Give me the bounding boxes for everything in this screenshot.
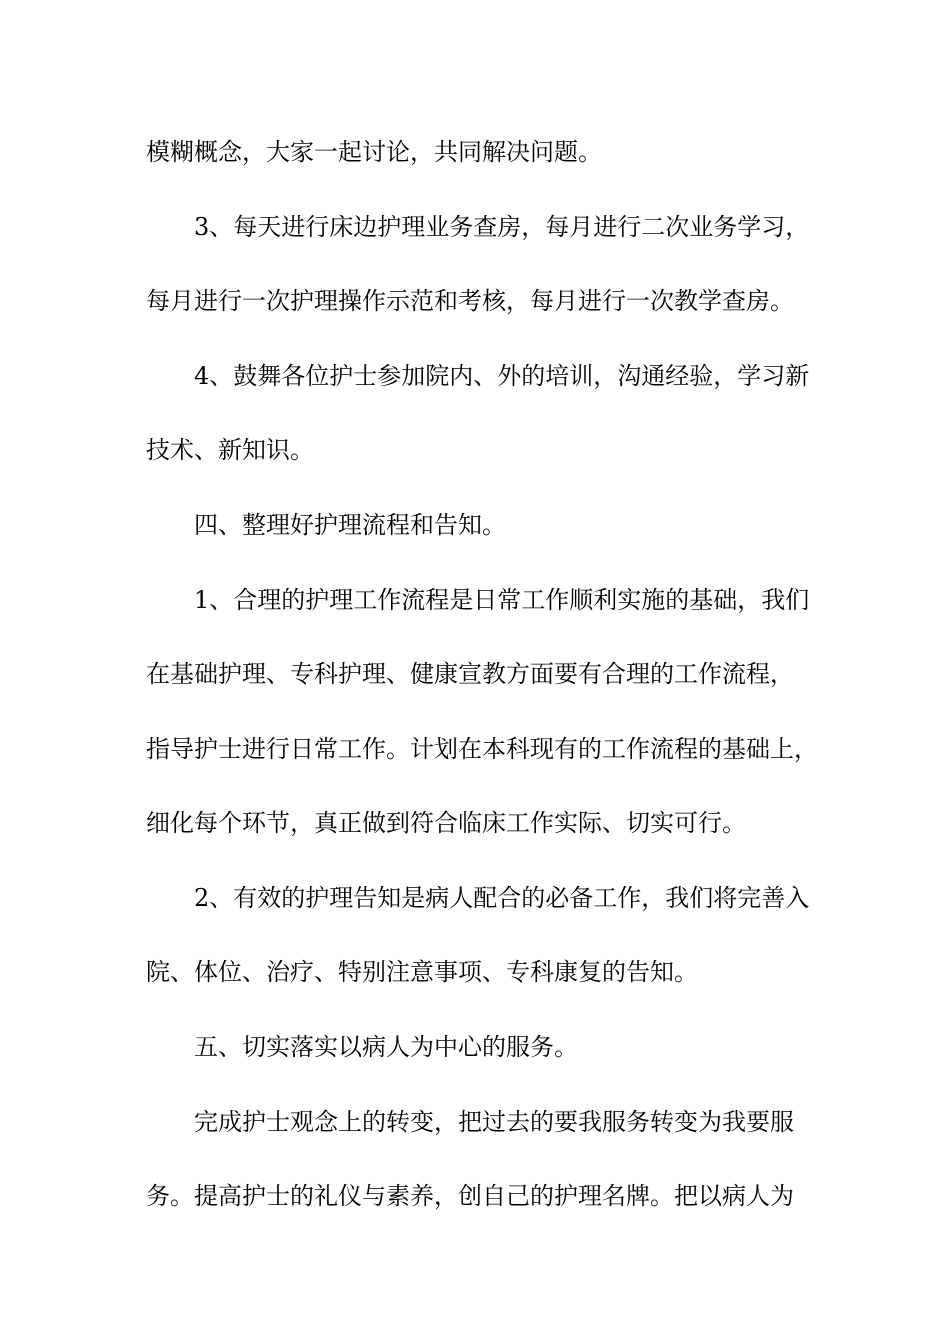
- text-line: 3、每天进行床边护理业务查房，每月进行二次业务学习，: [194, 213, 810, 241]
- text-line: 2、有效的护理告知是病人配合的必备工作，我们将完善入: [194, 884, 810, 912]
- text-line: 技术、新知识。: [146, 436, 314, 464]
- text-line: 1、合理的护理工作流程是日常工作顺利实施的基础，我们: [194, 586, 810, 614]
- text-line: 每月进行一次护理操作示范和考核，每月进行一次教学查房。: [146, 287, 794, 315]
- text-line: 在基础护理、专科护理、健康宣教方面要有合理的工作流程，: [146, 660, 794, 688]
- section-heading: 五、切实落实以病人为中心的服务。: [194, 1033, 578, 1061]
- text-line: 务。提高护士的礼仪与素养，创自己的护理名牌。把以病人为: [146, 1182, 794, 1210]
- text-line: 指导护士进行日常工作。计划在本科现有的工作流程的基础上，: [146, 735, 818, 763]
- text-line: 完成护士观念上的转变，把过去的要我服务转变为我要服: [194, 1108, 794, 1136]
- text-line: 模糊概念，大家一起讨论，共同解决问题。: [146, 138, 602, 166]
- text-line: 细化每个环节，真正做到符合临床工作实际、切实可行。: [146, 809, 746, 837]
- section-heading: 四、整理好护理流程和告知。: [194, 511, 506, 539]
- text-line: 4、鼓舞各位护士参加院内、外的培训，沟通经验，学习新: [194, 362, 810, 390]
- text-line: 院、体位、治疗、特别注意事项、专科康复的告知。: [146, 958, 698, 986]
